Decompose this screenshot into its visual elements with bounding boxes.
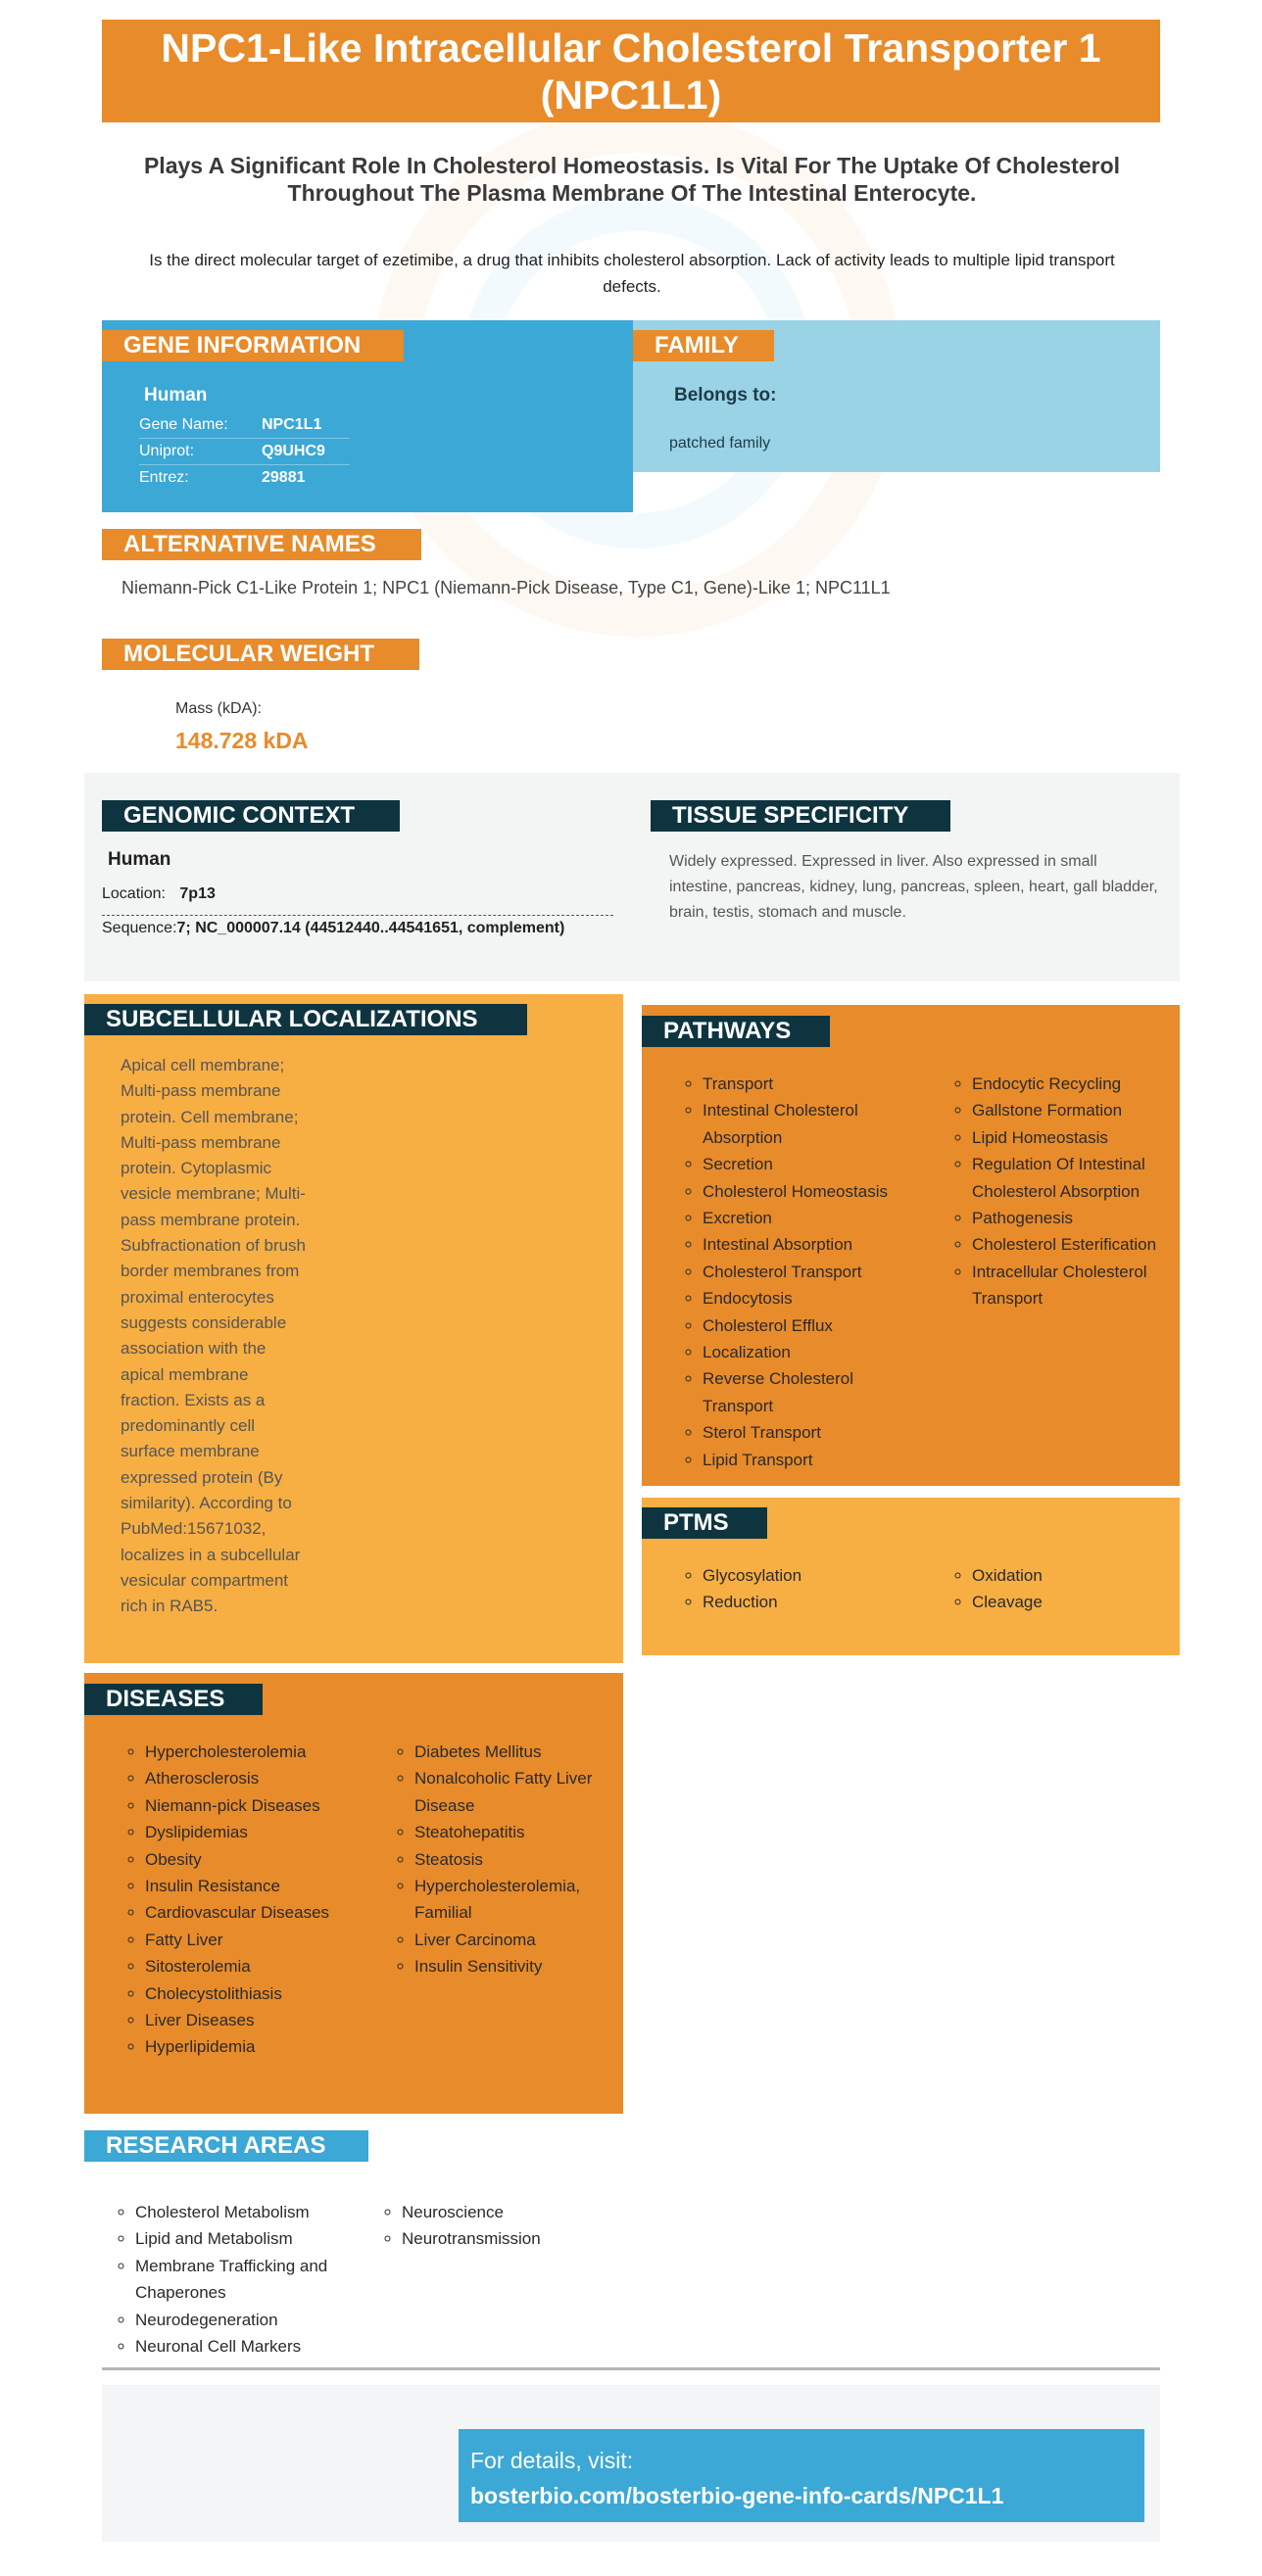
disease-item: ◦ Obesity xyxy=(145,1846,380,1873)
pathway-item: ◦ Cholesterol Homeostasis xyxy=(703,1178,908,1205)
disease-item: ◦ Hypercholesterolemia xyxy=(145,1739,380,1765)
mass-value: 148.728 kDA xyxy=(175,728,309,753)
subcellular-line: rich in RAB5. xyxy=(121,1597,218,1616)
ptm-item: ◦ Glycosylation xyxy=(703,1562,908,1589)
gene-intro: Is the direct molecular target of ezetimibe, a drug that inhibits cholesterol absorption. Lack of activity leads to multiple lipid transport defects. xyxy=(149,251,1115,296)
gene-name-value: NPC1L1 xyxy=(262,416,322,433)
pathway-item: ◦ Sterol Transport xyxy=(703,1419,908,1446)
pathway-item: ◦ Pathogenesis xyxy=(972,1205,1192,1231)
subcellular-line: Subfractionation of brush xyxy=(121,1236,307,1256)
subcellular-line: apical membrane xyxy=(121,1364,249,1384)
disease-item: ◦ Diabetes Mellitus xyxy=(414,1739,635,1765)
genomic-context-heading: GENOMIC CONTEXT xyxy=(102,800,400,832)
entrez-row xyxy=(139,465,350,491)
entrez-label: Entrez: xyxy=(139,469,189,486)
family-value: patched family xyxy=(669,435,771,452)
pathway-item: ◦ Regulation Of Intestinal Cholesterol Absorption xyxy=(972,1151,1192,1205)
pathway-item: ◦ Reverse Cholesterol Transport xyxy=(703,1365,908,1419)
pathway-item: ◦ Secretion xyxy=(703,1151,908,1177)
subcellular-line: protein. Cytoplasmic xyxy=(121,1159,272,1178)
family-heading: FAMILY xyxy=(633,330,774,361)
pathway-item: ◦ Intracellular Cholesterol Transport xyxy=(972,1259,1192,1312)
page-title xyxy=(102,20,1160,122)
molecular-weight-heading: MOLECULAR WEIGHT xyxy=(102,639,419,670)
subcellular-line: similarity). According to xyxy=(121,1494,292,1513)
research-area-item: ◦ Neuronal Cell Markers xyxy=(135,2333,370,2360)
subcellular-line: predominantly cell xyxy=(121,1416,256,1436)
pathway-item: ◦ Intestinal Cholesterol Absorption xyxy=(703,1097,908,1151)
alternative-names-heading: ALTERNATIVE NAMES xyxy=(102,529,421,560)
disease-item: ◦ Cardiovascular Diseases xyxy=(145,1899,380,1926)
ptm-item: ◦ Cleavage xyxy=(972,1589,1178,1615)
disease-item: ◦ Liver Diseases xyxy=(145,2007,380,2033)
subcellular-line: surface membrane xyxy=(121,1442,260,1461)
mass-label: Mass (kDA): xyxy=(175,700,262,717)
ptms-heading: PTMS xyxy=(642,1507,767,1539)
pathway-item: ◦ Lipid Transport xyxy=(703,1447,908,1473)
subcellular-line: proximal enterocytes xyxy=(121,1287,274,1307)
uniprot-value: Q9UHC9 xyxy=(262,443,325,459)
gene-info-heading: GENE INFORMATION xyxy=(102,330,404,361)
genomic-species: Human xyxy=(108,849,171,870)
pathways-list-col2 xyxy=(952,1071,1192,1312)
subcellular-line: association with the xyxy=(121,1339,267,1359)
disease-item: ◦ Steatosis xyxy=(414,1846,635,1873)
pathway-item: ◦ Cholesterol Transport xyxy=(703,1259,908,1285)
tissue-specificity-heading: TISSUE SPECIFICITY xyxy=(651,800,950,832)
pathway-item: ◦ Lipid Homeostasis xyxy=(972,1124,1192,1151)
subcellular-line: vesicle membrane; Multi- xyxy=(121,1184,306,1204)
uniprot-row xyxy=(139,439,350,465)
pathway-item: ◦ Transport xyxy=(703,1071,908,1097)
pathway-item: ◦ Localization xyxy=(703,1339,908,1365)
location-label: Location: xyxy=(102,885,166,902)
details-url-link[interactable]: bosterbio.com/bosterbio-gene-info-cards/NPC1L1 xyxy=(470,2483,1004,2508)
gene-name-label: Gene Name: xyxy=(139,416,228,433)
location-value: 7p13 xyxy=(179,885,216,902)
pathway-item: ◦ Endocytic Recycling xyxy=(972,1071,1192,1097)
pathway-item: ◦ Excretion xyxy=(703,1205,908,1231)
research-area-item: ◦ Membrane Trafficking and Chaperones xyxy=(135,2253,370,2307)
pathways-list-col1 xyxy=(683,1071,908,1473)
subcellular-line: Multi-pass membrane xyxy=(121,1132,281,1152)
entrez-value: 29881 xyxy=(262,469,306,486)
pathways-heading: PATHWAYS xyxy=(642,1016,830,1047)
sequence-label: Sequence: xyxy=(102,920,177,936)
uniprot-label: Uniprot: xyxy=(139,443,195,459)
subcellular-line: fraction. Exists as a xyxy=(121,1390,266,1409)
research-area-item: ◦ Cholesterol Metabolism xyxy=(135,2199,370,2225)
research-areas-list-col1 xyxy=(116,2199,370,2360)
disease-item: ◦ Hyperlipidemia xyxy=(145,2033,380,2060)
subcellular-line: border membranes from xyxy=(121,1262,300,1281)
sequence-value: 7; NC_000007.14 (44512440..44541651, complement) xyxy=(176,920,565,936)
disease-item: ◦ Steatohepatitis xyxy=(414,1819,635,1845)
pathway-item: ◦ Endocytosis xyxy=(703,1285,908,1312)
disease-item: ◦ Cholecystolithiasis xyxy=(145,1980,380,2007)
diseases-heading: DISEASES xyxy=(84,1684,263,1715)
disease-item: ◦ Hypercholesterolemia, Familial xyxy=(414,1873,635,1927)
diseases-list-col2 xyxy=(395,1739,635,1980)
research-area-item: ◦ Neurotransmission xyxy=(402,2225,617,2252)
gene-summary: Plays A Significant Role In Cholesterol Homeostasis. Is Vital For The Uptake Of Cholesterol Throughout The Plasma Membrane Of The Intestinal Enterocyte. xyxy=(143,153,1121,206)
subcellular-line: vesicular compartment xyxy=(121,1570,289,1590)
research-areas-list-col2 xyxy=(382,2199,617,2253)
subcellular-line: protein. Cell membrane; xyxy=(121,1107,299,1126)
gene-info-table xyxy=(139,412,350,491)
subcellular-line: PubMed:15671032, xyxy=(121,1519,267,1539)
footer-divider xyxy=(102,2367,1160,2370)
details-link-box[interactable] xyxy=(459,2429,1144,2522)
subcellular-line: localizes in a subcellular xyxy=(121,1545,301,1564)
gene-info-species: Human xyxy=(144,385,208,405)
ptms-list-col1 xyxy=(683,1562,908,1616)
research-areas-heading: RESEARCH AREAS xyxy=(84,2130,368,2162)
tissue-specificity-text: Widely expressed. Expressed in liver. Also expressed in small intestine, pancreas, kidney, lung, pancreas, spleen, heart, gall bladder, brain, testis, stomach and muscle. xyxy=(669,853,1158,921)
gene-name-row xyxy=(139,412,350,439)
subcellular-line: expressed protein (By xyxy=(121,1467,283,1487)
family-belongs-label: Belongs to: xyxy=(674,385,777,405)
genomic-sequence xyxy=(102,920,564,937)
subcellular-heading: SUBCELLULAR LOCALIZATIONS xyxy=(84,1004,527,1035)
alternative-names-text: Niemann-Pick C1-Like Protein 1; NPC1 (Niemann-Pick Disease, Type C1, Gene)-Like 1; NPC11L1 xyxy=(121,578,891,597)
pathway-item: ◦ Cholesterol Efflux xyxy=(703,1312,908,1339)
pathway-item: ◦ Gallstone Formation xyxy=(972,1097,1192,1123)
subcellular-line: suggests considerable xyxy=(121,1312,287,1332)
subcellular-text xyxy=(121,1053,306,1620)
diseases-list-col1 xyxy=(125,1739,380,2061)
ptm-item: ◦ Oxidation xyxy=(972,1562,1178,1589)
page-title-text: NPC1-Like Intracellular Cholesterol Transporter 1 (NPC1L1) xyxy=(161,24,1101,118)
disease-item: ◦ Dyslipidemias xyxy=(145,1819,380,1845)
ptm-item: ◦ Reduction xyxy=(703,1589,908,1615)
subcellular-line: Multi-pass membrane xyxy=(121,1081,281,1101)
pathway-item: ◦ Cholesterol Esterification xyxy=(972,1231,1192,1258)
disease-item: ◦ Niemann-pick Diseases xyxy=(145,1792,380,1819)
disease-item: ◦ Sitosterolemia xyxy=(145,1953,380,1980)
disease-item: ◦ Insulin Sensitivity xyxy=(414,1953,635,1980)
disease-item: ◦ Fatty Liver xyxy=(145,1927,380,1953)
subcellular-line: pass membrane protein. xyxy=(121,1210,301,1229)
pathway-item: ◦ Intestinal Absorption xyxy=(703,1231,908,1258)
research-area-item: ◦ Neurodegeneration xyxy=(135,2307,370,2333)
disease-item: ◦ Nonalcoholic Fatty Liver Disease xyxy=(414,1765,635,1819)
disease-item: ◦ Liver Carcinoma xyxy=(414,1927,635,1953)
research-area-item: ◦ Neuroscience xyxy=(402,2199,617,2225)
subcellular-line: Apical cell membrane; xyxy=(121,1056,285,1074)
genomic-location xyxy=(102,885,613,916)
disease-item: ◦ Insulin Resistance xyxy=(145,1873,380,1899)
ptms-list-col2 xyxy=(952,1562,1178,1616)
disease-item: ◦ Atherosclerosis xyxy=(145,1765,380,1791)
research-area-item: ◦ Lipid and Metabolism xyxy=(135,2225,370,2252)
details-label: For details, visit: xyxy=(470,2448,634,2473)
